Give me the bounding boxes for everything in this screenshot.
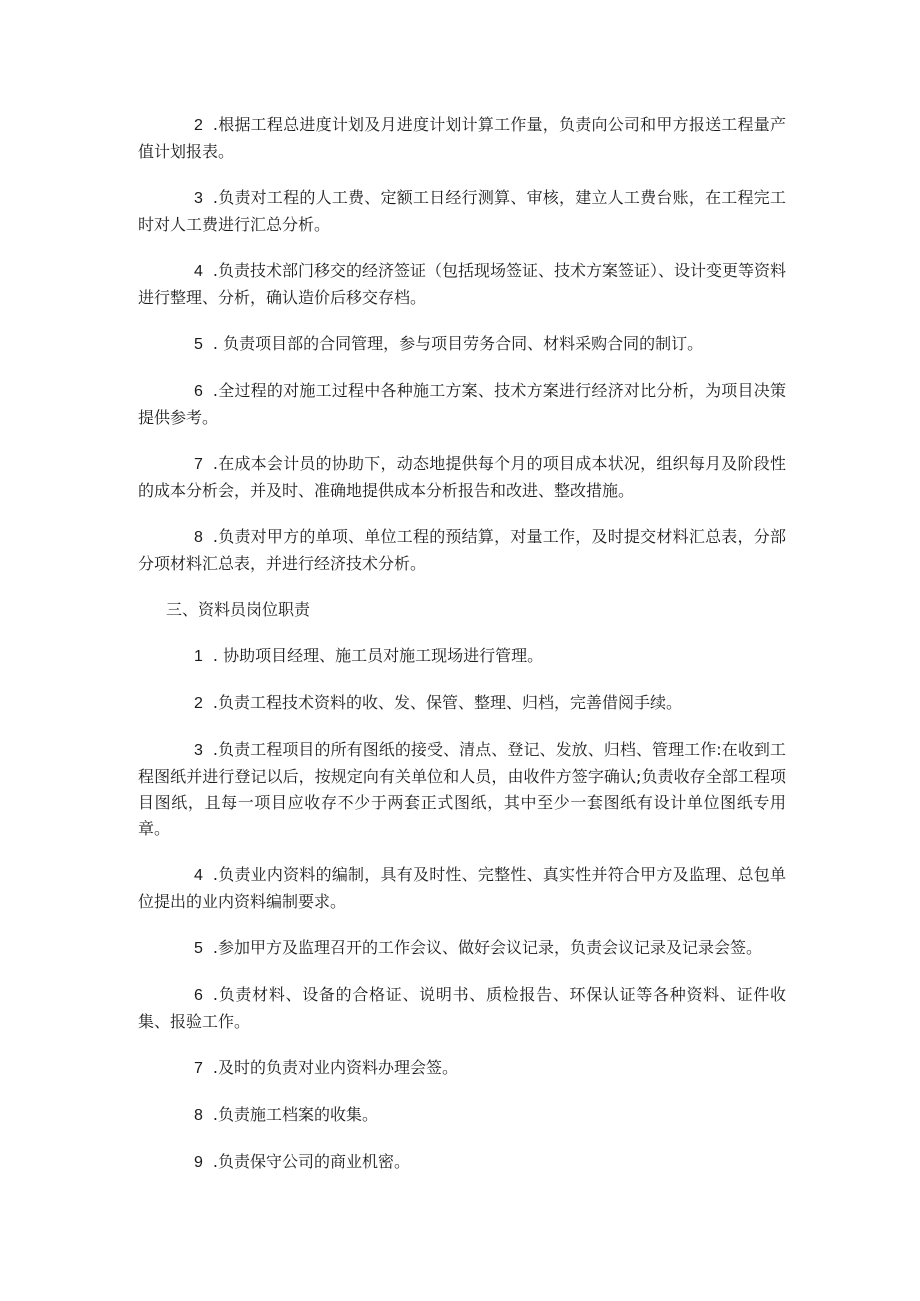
list-item <box>138 258 786 311</box>
item-number: 3 <box>194 190 203 207</box>
item-number: 4 <box>194 867 203 884</box>
item-number: 5 <box>194 940 203 957</box>
item-text: .负责技术部门移交的经济签证（包括现场签证、技术方案签证）、设计变更等资料进行整理、分析，确认造价后移交存档。 <box>138 261 786 307</box>
item-text: .负责保守公司的商业机密。 <box>212 1152 410 1171</box>
item-number: 2 <box>194 117 203 134</box>
item-number: 2 <box>194 695 203 712</box>
item-number: 7 <box>194 1060 203 1077</box>
item-text: .负责业内资料的编制，具有及时性、完整性、真实性并符合甲方及监理、总包单位提出的业内资料编制要求。 <box>138 865 786 911</box>
item-text: .负责工程项目的所有图纸的接受、清点、登记、发放、归档、管理工作:在收到工程图纸并进行登记以后，按规定向有关单位和人员，由收件方签字确认;负责收存全部工程项目图纸，且每一项目应收存不少于两套正式图纸，其中至少一套图纸有设计单位图纸专用章。 <box>138 740 786 838</box>
list-item <box>138 185 786 238</box>
item-text: .全过程的对施工过程中各种施工方案、技术方案进行经济对比分析，为项目决策提供参考。 <box>138 381 786 427</box>
list-item <box>138 737 786 842</box>
list-item <box>138 690 786 717</box>
item-number: 1 <box>194 648 203 665</box>
item-text: .负责对甲方的单项、单位工程的预结算，对量工作，及时提交材料汇总表，分部分项材料汇总表，并进行经济技术分析。 <box>138 527 786 573</box>
item-text: .负责对工程的人工费、定额工日经行测算、审核，建立人工费台账，在工程完工时对人工费进行汇总分析。 <box>138 188 786 234</box>
item-text: . 协助项目经理、施工员对施工现场进行管理。 <box>212 646 544 665</box>
list-item <box>138 643 786 670</box>
item-number: 7 <box>194 456 203 473</box>
item-number: 9 <box>194 1154 203 1171</box>
list-item <box>138 378 786 431</box>
list-item <box>138 1055 786 1082</box>
list-item <box>138 1102 786 1129</box>
item-text: .负责施工档案的收集。 <box>212 1105 378 1124</box>
item-number: 6 <box>194 987 203 1004</box>
item-text: .及时的负责对业内资料办理会签。 <box>212 1058 458 1077</box>
list-item <box>138 112 786 165</box>
item-text: .参加甲方及监理召开的工作会议、做好会议记录，负责会议记录及记录会签。 <box>212 938 762 957</box>
list-item <box>138 1149 786 1176</box>
item-text: .根据工程总进度计划及月进度计划计算工作量，负责向公司和甲方报送工程量产值计划报表。 <box>138 115 786 161</box>
item-text: .在成本会计员的协助下，动态地提供每个月的项目成本状况，组织每月及阶段性的成本分析会，并及时、准确地提供成本分析报告和改进、整改措施。 <box>138 454 786 500</box>
item-number: 3 <box>194 742 203 759</box>
list-item <box>138 524 786 577</box>
item-number: 6 <box>194 383 203 400</box>
item-text: . 负责项目部的合同管理，参与项目劳务合同、材料采购合同的制订。 <box>212 334 704 353</box>
list-item <box>138 982 786 1035</box>
item-text: .负责工程技术资料的收、发、保管、整理、归档，完善借阅手续。 <box>212 693 682 712</box>
item-number: 4 <box>194 263 203 280</box>
section-heading: 三、资料员岗位职责 <box>166 600 311 619</box>
list-item <box>138 331 786 358</box>
item-number: 5 <box>194 336 203 353</box>
list-item <box>138 935 786 962</box>
item-number: 8 <box>194 529 203 546</box>
list-item <box>138 862 786 915</box>
item-text: .负责材料、设备的合格证、说明书、质检报告、环保认证等各种资料、证件收集、报验工作。 <box>138 985 786 1031</box>
list-item <box>138 451 786 504</box>
document-page <box>138 112 786 1196</box>
item-number: 8 <box>194 1107 203 1124</box>
